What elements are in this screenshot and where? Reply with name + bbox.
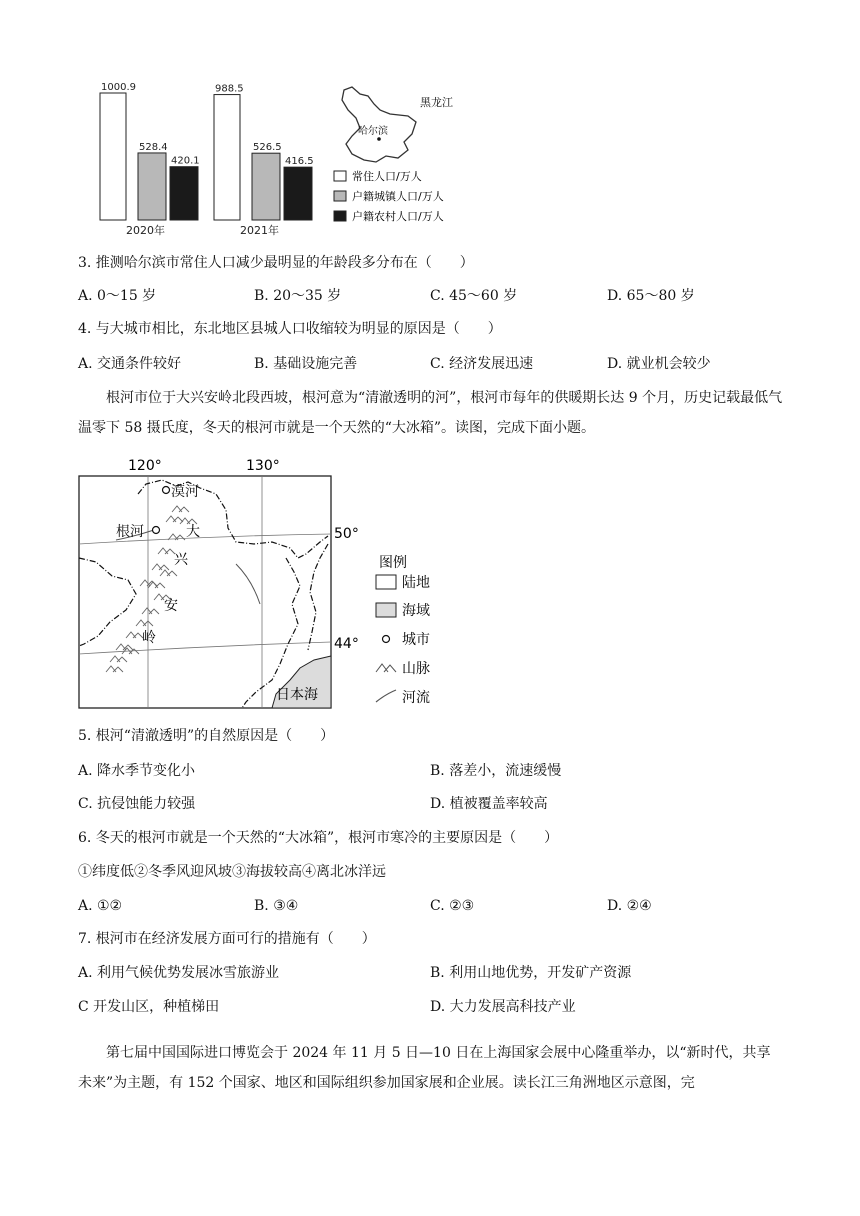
city-label: 哈尔滨 xyxy=(358,126,388,137)
q7-option-d: D. 大力发展高科技产业 xyxy=(430,999,576,1015)
bar-value-label: 1000.9 xyxy=(101,82,136,93)
q6-option-c: C. ②③ xyxy=(430,898,475,914)
q3-option-b: B. 20～35 岁 xyxy=(254,288,342,304)
question-4-stem: 4. 与大城市相比，东北地区县城人口收缩较为明显的原因是（ ） xyxy=(78,321,502,337)
legend-land: 陆地 xyxy=(402,575,430,591)
q4-option-c: C. 经济发展迅速 xyxy=(430,356,534,372)
lat-label-44: 44° xyxy=(334,636,359,652)
legend-river: 河流 xyxy=(402,690,430,706)
category-label: 2020年 xyxy=(126,224,165,237)
river-swatch-icon xyxy=(376,690,396,702)
legend-city: 城市 xyxy=(402,632,430,648)
range-char-da: 大 xyxy=(186,524,200,540)
range-char-xing: 兴 xyxy=(174,552,188,568)
range-char-ling: 岭 xyxy=(142,630,156,646)
q5-option-a: A. 降水季节变化小 xyxy=(78,763,196,779)
mountain-swatch-icon xyxy=(376,664,396,672)
question-6-stem: 6. 冬天的根河市就是一个天然的“大冰箱”，根河市寒冷的主要原因是（ ） xyxy=(78,830,559,846)
bar-resident-2 xyxy=(214,95,240,220)
bar-resident-1 xyxy=(100,93,126,220)
lon-label-130: 130° xyxy=(246,458,280,474)
sea-swatch xyxy=(376,603,396,617)
lat-label-50: 50° xyxy=(334,526,359,542)
legend-label-urban: 户籍城镇人口/万人 xyxy=(352,190,444,203)
genhe-city-icon xyxy=(153,527,160,534)
city-swatch-icon xyxy=(383,636,390,643)
lon-label-120: 120° xyxy=(128,458,162,474)
legend-label-rural: 户籍农村人口/万人 xyxy=(352,210,444,223)
bar-rural-1 xyxy=(170,167,198,220)
harbin-dot xyxy=(377,137,381,141)
q3-option-a: A. 0～15 岁 xyxy=(78,288,157,304)
bar-value-label: 420.1 xyxy=(171,155,200,167)
legend-mountain: 山脉 xyxy=(402,661,430,677)
range-char-an: 安 xyxy=(164,598,178,614)
genhe-map xyxy=(76,454,446,716)
mohe-label: 漠河 xyxy=(171,484,199,500)
q7-option-b: B. 利用山地优势，开发矿产资源 xyxy=(430,965,632,981)
q5-option-c: C. 抗侵蚀能力较强 xyxy=(78,796,196,812)
bar-rural-2 xyxy=(284,167,312,220)
population-chart xyxy=(90,82,470,244)
passage-expo: 第七届中国国际进口博览会于 2024 年 11 月 5 日—10 日在上海国家会展中心隆重举办，以“新时代，共享未来”为主题，有 152 个国家、地区和国际组织参加国家展和企业展。读长江三角洲地区示意图，完 xyxy=(78,1045,771,1091)
genhe-label: 根河 xyxy=(116,524,144,540)
question-5-stem: 5. 根河“清澈透明”的自然原因是（ ） xyxy=(78,728,335,744)
q6-statements: ①纬度低②冬季风迎风坡③海拔较高④离北冰洋远 xyxy=(78,864,386,880)
bar-urban-1 xyxy=(138,153,166,220)
province-label: 黑龙江 xyxy=(420,96,453,109)
map-frame xyxy=(79,476,331,708)
q3-option-d: D. 65～80 岁 xyxy=(607,288,695,304)
q4-option-b: B. 基础设施完善 xyxy=(254,356,358,372)
q6-option-d: D. ②④ xyxy=(607,898,652,914)
q3-option-c: C. 45～60 岁 xyxy=(430,288,518,304)
legend-sea: 海域 xyxy=(402,603,430,619)
chart-legend xyxy=(334,169,444,223)
bar-value-label: 526.5 xyxy=(253,142,282,154)
bar-value-label: 988.5 xyxy=(215,83,244,95)
category-label: 2021年 xyxy=(240,224,279,237)
question-3-stem: 3. 推测哈尔滨市常住人口减少最明显的年龄段多分布在（ ） xyxy=(78,255,474,271)
mohe-city-icon xyxy=(163,487,170,494)
question-7-stem: 7. 根河市在经济发展方面可行的措施有（ ） xyxy=(78,931,376,947)
bar-value-label: 528.4 xyxy=(139,141,168,153)
q7-option-a: A. 利用气候优势发展冰雪旅游业 xyxy=(78,965,280,981)
q6-option-b: B. ③④ xyxy=(254,898,299,914)
heilongjiang-outline xyxy=(342,87,416,162)
sea-label: 日本海 xyxy=(276,687,318,703)
q6-option-a: A. ①② xyxy=(78,898,123,914)
q4-option-d: D. 就业机会较少 xyxy=(607,356,711,372)
bar-value-label: 416.5 xyxy=(285,156,314,168)
bar-urban-2 xyxy=(252,153,280,220)
legend-label-resident: 常住人口/万人 xyxy=(352,170,422,183)
q4-option-a: A. 交通条件较好 xyxy=(78,356,182,372)
q7-option-c: C 开发山区，种植梯田 xyxy=(78,999,220,1015)
q5-option-d: D. 植被覆盖率较高 xyxy=(430,796,548,812)
map-legend-title: 图例 xyxy=(379,555,407,571)
passage-genhe: 根河市位于大兴安岭北段西坡，根河意为“清澈透明的河”，根河市每年的供暖期长达 9 个月，历史记载最低气温零下 58 摄氏度，冬天的根河市就是一个天然的“大冰箱”。读图，完成下面小题。 xyxy=(78,390,783,436)
land-swatch xyxy=(376,575,396,589)
map-legend xyxy=(376,555,430,706)
q5-option-b: B. 落差小，流速缓慢 xyxy=(430,763,562,779)
